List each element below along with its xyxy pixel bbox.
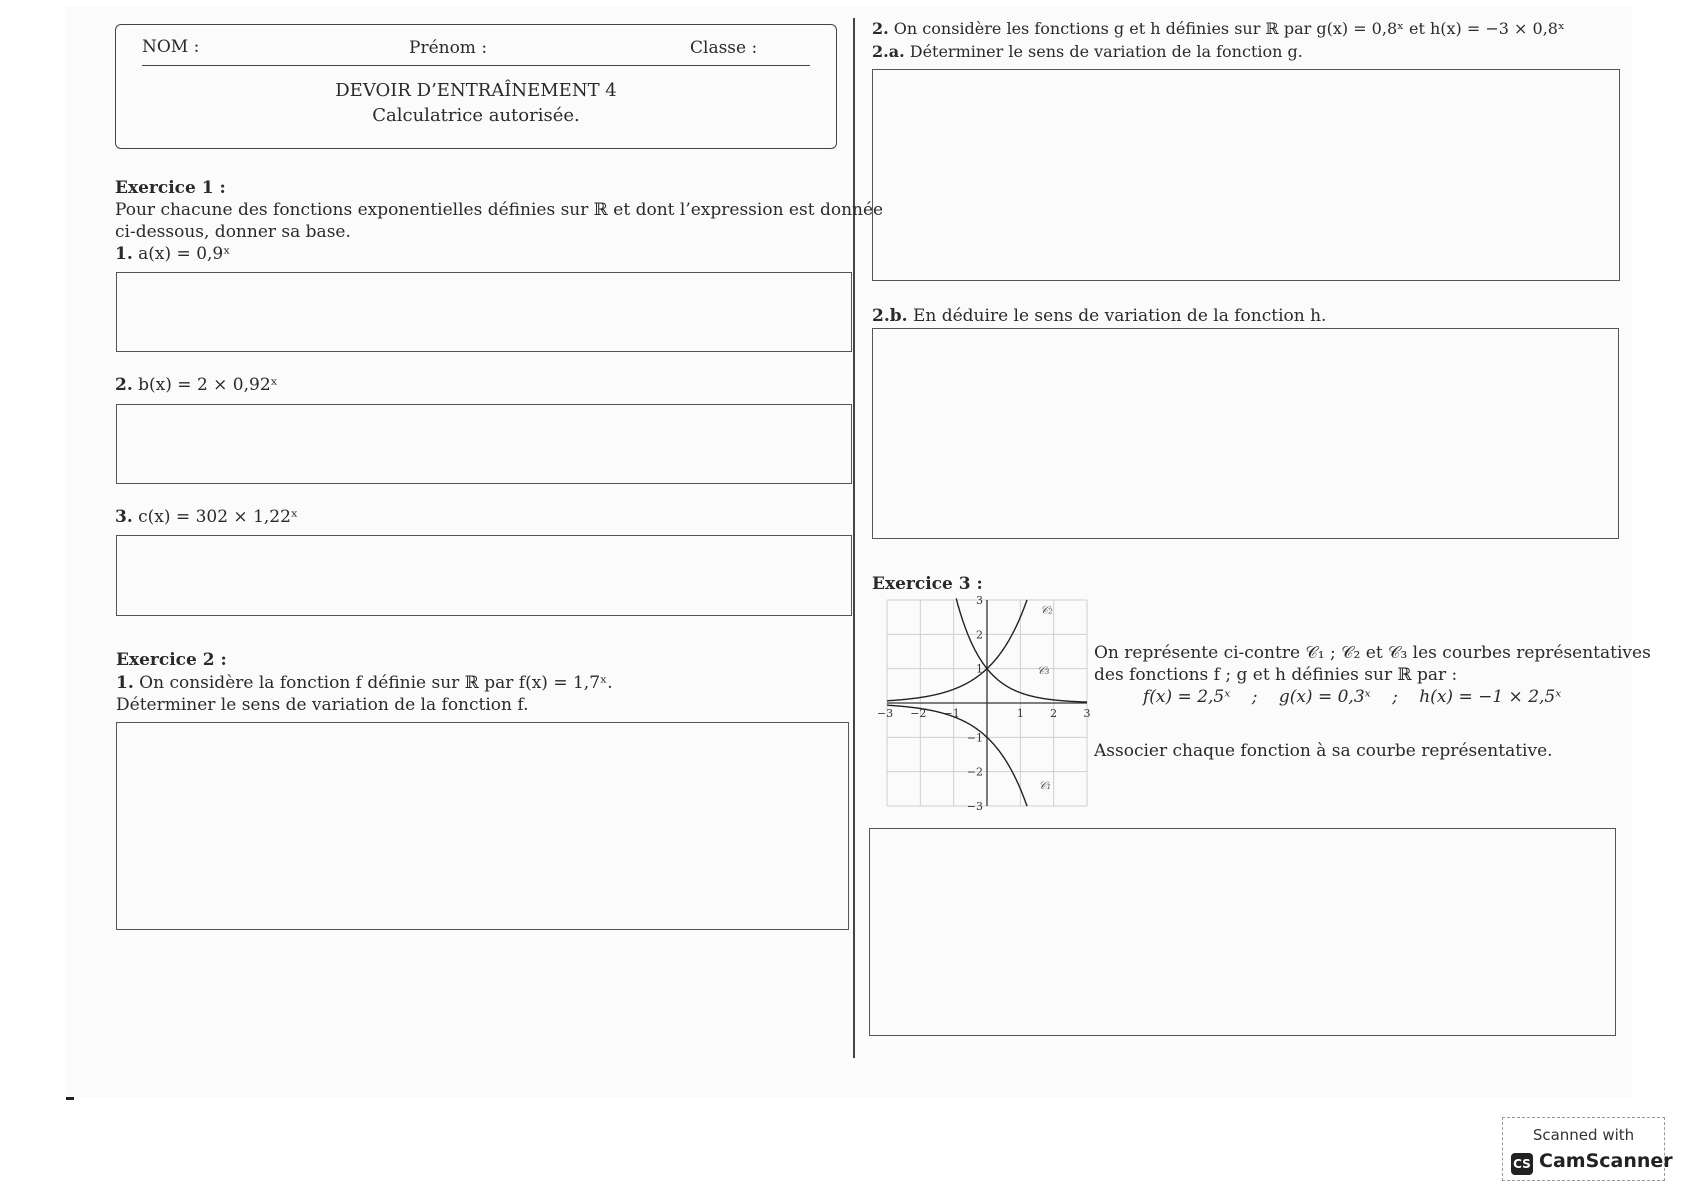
ex2-q2b-number: 2.b.: [872, 306, 908, 326]
ex3-text-line1: On représente ci-contre 𝒞₁ ; 𝒞₂ et 𝒞₃ les courbes représentatives: [1094, 643, 1651, 663]
ex1-intro-line1: Pour chacune des fonctions exponentielles définies sur ℝ et dont l’expression est donnée: [115, 200, 884, 220]
ex2-q1: [116, 673, 613, 694]
answer-box-ex2-q2b[interactable]: [872, 328, 1619, 539]
ex1-q2-number: 2.: [115, 375, 133, 395]
watermark-caption: Scanned with: [1532, 1126, 1635, 1144]
ex2-q2a-text: Déterminer le sens de variation de la fonction g.: [909, 42, 1303, 61]
answer-box-ex2-q1[interactable]: [116, 722, 849, 930]
page-title: DEVOIR D’ENTRAÎNEMENT 4: [335, 80, 617, 101]
ex3-text-line2: des fonctions f ; g et h définies sur ℝ par :: [1094, 665, 1458, 685]
scan-mark: [66, 1097, 74, 1100]
x-tick-label: −2: [910, 707, 927, 720]
camscanner-watermark: [1502, 1117, 1673, 1181]
curve-label: 𝒞₁: [1038, 778, 1052, 792]
ex2-q2a: [872, 42, 1303, 62]
ex3-f-expression: f(x) = 2,5ˣ: [1143, 687, 1231, 707]
ex2-title: Exercice 2 :: [116, 650, 227, 670]
x-tick-label: 3: [1083, 707, 1091, 720]
ex1-q2-text: b(x) = 2 × 0,92ˣ: [138, 375, 278, 395]
y-tick-label: −2: [966, 765, 983, 779]
ex3-title: Exercice 3 :: [872, 574, 983, 594]
x-tick-label: 1: [1016, 707, 1024, 720]
y-tick-label: −1: [966, 731, 983, 745]
answer-box-ex1-q1[interactable]: [116, 272, 852, 352]
x-tick-label: 2: [1050, 707, 1058, 720]
ex2-q2a-number: 2.a.: [872, 42, 905, 61]
ex2-q1-text: On considère la fonction f définie sur ℝ par f(x) = 1,7ˣ.: [139, 673, 613, 693]
ex1-title: Exercice 1 :: [115, 178, 226, 198]
y-tick-label: 3: [976, 594, 983, 607]
ex1-q3: [115, 507, 298, 528]
ex3-sep1: ;: [1251, 687, 1258, 707]
watermark-brand: CamScanner: [1539, 1150, 1673, 1172]
header-divider: [142, 65, 810, 66]
classe-label: Classe :: [690, 38, 758, 58]
header-box: [115, 24, 837, 149]
curve-label: 𝒞₃: [1037, 663, 1050, 677]
answer-box-ex2-q2a[interactable]: [872, 69, 1620, 281]
ex1-q1-text: a(x) = 0,9ˣ: [138, 244, 231, 264]
page-subtitle: Calculatrice autorisée.: [372, 105, 580, 126]
answer-box-ex1-q3[interactable]: [116, 535, 852, 616]
curve-3: [887, 705, 1027, 806]
ex3-h-expression: h(x) = −1 × 2,5ˣ: [1419, 687, 1562, 707]
ex3-functions: [1143, 687, 1561, 708]
ex2-q2: [872, 19, 1565, 39]
y-tick-label: 1: [976, 662, 983, 676]
ex1-q1-number: 1.: [115, 244, 133, 264]
nom-label: NOM :: [142, 37, 200, 57]
curve-label: 𝒞₂: [1040, 603, 1053, 617]
function-graph: [875, 592, 1095, 814]
answer-box-ex1-q2[interactable]: [116, 404, 852, 484]
camscanner-logo-icon: CS: [1511, 1153, 1533, 1175]
ex2-q2b: [872, 306, 1326, 327]
prenom-label: Prénom :: [409, 38, 488, 58]
ex2-q2b-text: En déduire le sens de variation de la fonction h.: [912, 306, 1327, 326]
x-tick-label: −3: [876, 707, 894, 720]
ex1-q3-number: 3.: [115, 507, 133, 527]
ex1-q2: [115, 375, 278, 396]
ex3-instruction: Associer chaque fonction à sa courbe représentative.: [1094, 741, 1553, 761]
ex1-q3-text: c(x) = 302 × 1,22ˣ: [138, 507, 299, 527]
ex2-q1-instruction: Déterminer le sens de variation de la fonction f.: [116, 695, 529, 715]
ex2-q1-number: 1.: [116, 673, 134, 693]
x-tick-label: −1: [943, 707, 960, 720]
answer-box-ex3[interactable]: [869, 828, 1616, 1036]
y-tick-label: 2: [976, 628, 983, 642]
y-tick-label: −3: [966, 800, 983, 813]
column-divider: [853, 18, 855, 1058]
ex2-q2-number: 2.: [872, 19, 889, 38]
ex1-q1: [115, 244, 230, 265]
ex1-intro-line2: ci-dessous, donner sa base.: [115, 222, 351, 242]
ex3-g-expression: g(x) = 0,3ˣ: [1278, 687, 1371, 707]
ex3-sep2: ;: [1392, 687, 1398, 707]
ex2-q2-text: On considère les fonctions g et h définies sur ℝ par g(x) = 0,8ˣ et h(x) = −3 × 0,8ˣ: [893, 19, 1565, 38]
